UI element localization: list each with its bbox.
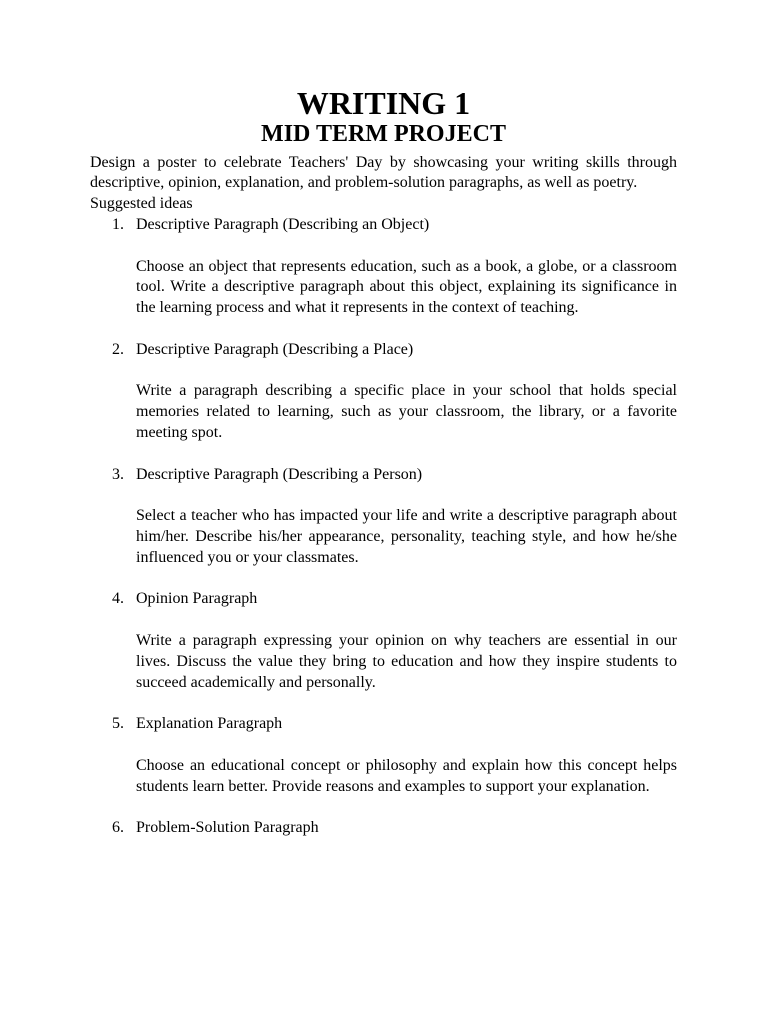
list-item-title: Explanation Paragraph bbox=[136, 715, 283, 733]
suggested-ideas-label: Suggested ideas bbox=[90, 195, 193, 213]
list-item-title: Descriptive Paragraph (Describing a Place) bbox=[136, 340, 414, 358]
list-item bbox=[90, 714, 677, 797]
list-item-number: 6. bbox=[112, 819, 124, 837]
list-item bbox=[90, 465, 677, 569]
list-item bbox=[90, 818, 677, 839]
list-item-number: 4. bbox=[112, 590, 124, 608]
list-item-number: 1. bbox=[112, 215, 124, 233]
list-item-title: Descriptive Paragraph (Describing an Object) bbox=[136, 215, 430, 233]
ideas-list bbox=[90, 215, 677, 839]
list-item-title: Problem-Solution Paragraph bbox=[136, 819, 319, 837]
list-item-number: 5. bbox=[112, 715, 124, 733]
list-item-body: Choose an educational concept or philosophy and explain how this concept helps students learn better. Provide reasons and examples to support your explanation. bbox=[136, 756, 677, 795]
document-page bbox=[90, 85, 677, 860]
list-item-title: Descriptive Paragraph (Describing a Person) bbox=[136, 465, 423, 483]
list-item-title: Opinion Paragraph bbox=[136, 590, 258, 608]
list-item bbox=[90, 589, 677, 693]
list-item bbox=[90, 215, 677, 319]
list-item bbox=[90, 340, 677, 444]
list-item-body: Write a paragraph expressing your opinion on why teachers are essential in our lives. Discuss the value they bring to education and how they inspire students to succeed academically and personally. bbox=[136, 631, 677, 691]
list-item-body: Select a teacher who has impacted your life and write a descriptive paragraph about him/her. Describe his/her appearance, personality, teaching style, and how he/she influenced you or your classmates. bbox=[136, 507, 677, 566]
list-item-body: Write a paragraph describing a specific place in your school that holds special memories related to learning, such as your classroom, the library, or a favorite meeting spot. bbox=[136, 382, 677, 441]
document-title: WRITING 1 bbox=[296, 85, 471, 121]
intro-paragraph: Design a poster to celebrate Teachers' Day by showcasing your writing skills through descriptive, opinion, explanation, and problem-solution paragraphs, as well as poetry. bbox=[90, 153, 677, 192]
document-subtitle: MID TERM PROJECT bbox=[261, 120, 506, 147]
list-item-number: 3. bbox=[112, 465, 124, 483]
list-item-body: Choose an object that represents education, such as a book, a globe, or a classroom tool. Write a descriptive paragraph about this object, explaining its significance in the learning process and what it represents in the context of teaching. bbox=[136, 257, 677, 317]
list-item-number: 2. bbox=[112, 340, 124, 358]
